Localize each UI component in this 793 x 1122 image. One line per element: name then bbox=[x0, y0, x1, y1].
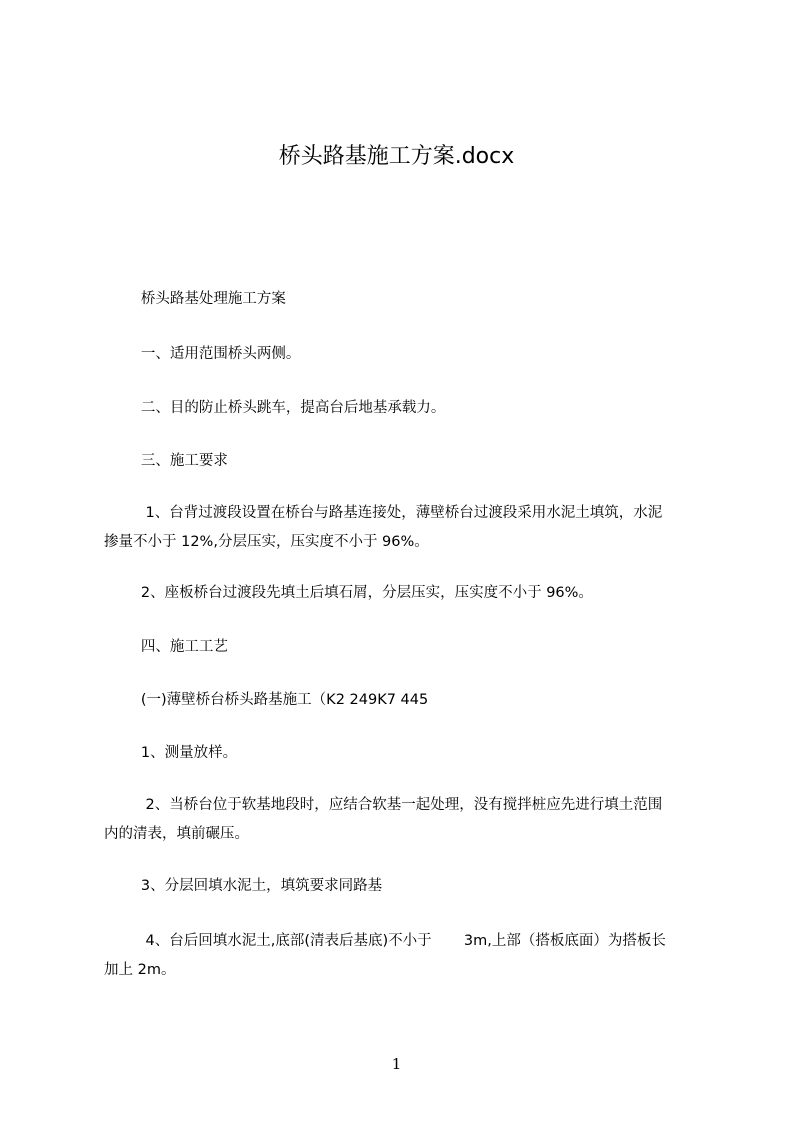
paragraph-line: 桥头路基处理施工方案 bbox=[104, 291, 286, 307]
paragraph-line: 2、座板桥台过渡段先填土后填石屑，分层压实，压实度不小于 96%。 bbox=[104, 585, 593, 601]
paragraph-line: 1、台背过渡段设置在桥台与路基连接处，薄壁桥台过渡段采用水泥土填筑，水泥 bbox=[104, 505, 663, 521]
paragraph bbox=[104, 447, 716, 476]
paragraph-line: 一、适用范围桥头两侧。 bbox=[104, 346, 301, 362]
paragraph bbox=[104, 394, 716, 423]
paragraph-line: 3、分层回填水泥土，填筑要求同路基 bbox=[104, 878, 383, 894]
page-title: 桥头路基施工方案.docx bbox=[278, 144, 515, 169]
paragraph-line: 内的清表，填前碾压。 bbox=[104, 826, 249, 842]
paragraph bbox=[104, 285, 716, 314]
paragraph-line: 2、当桥台位于软基地段时，应结合软基一起处理，没有搅拌桩应先进行填土范围 bbox=[104, 797, 663, 813]
paragraph bbox=[104, 686, 716, 715]
paragraph-line: 1、测量放样。 bbox=[104, 745, 238, 761]
paragraph-line: 4、台后回填水泥土,底部(清表后基底)不小于 3m,上部（搭板底面）为搭板长 bbox=[104, 933, 666, 949]
paragraph-line: (一)薄壁桥台桥头路基施工（K2 249K7 445 bbox=[104, 692, 429, 708]
page-number: 1 bbox=[391, 1055, 402, 1073]
paragraph bbox=[104, 872, 716, 901]
paragraph-line: 加上 2m。 bbox=[104, 962, 176, 978]
paragraph bbox=[104, 633, 716, 662]
paragraph bbox=[104, 340, 716, 369]
paragraph-line: 掺量不小于 12%,分层压实，压实度不小于 96%。 bbox=[104, 534, 429, 550]
paragraph bbox=[104, 579, 716, 608]
paragraph bbox=[104, 739, 716, 768]
paragraph-line: 三、施工要求 bbox=[104, 453, 228, 469]
paragraph-line: 四、施工工艺 bbox=[104, 639, 228, 655]
paragraph bbox=[104, 927, 716, 985]
paragraph-line: 二、目的防止桥头跳车，提高台后地基承载力。 bbox=[104, 400, 446, 416]
paragraph bbox=[104, 791, 716, 849]
paragraph bbox=[104, 499, 716, 557]
